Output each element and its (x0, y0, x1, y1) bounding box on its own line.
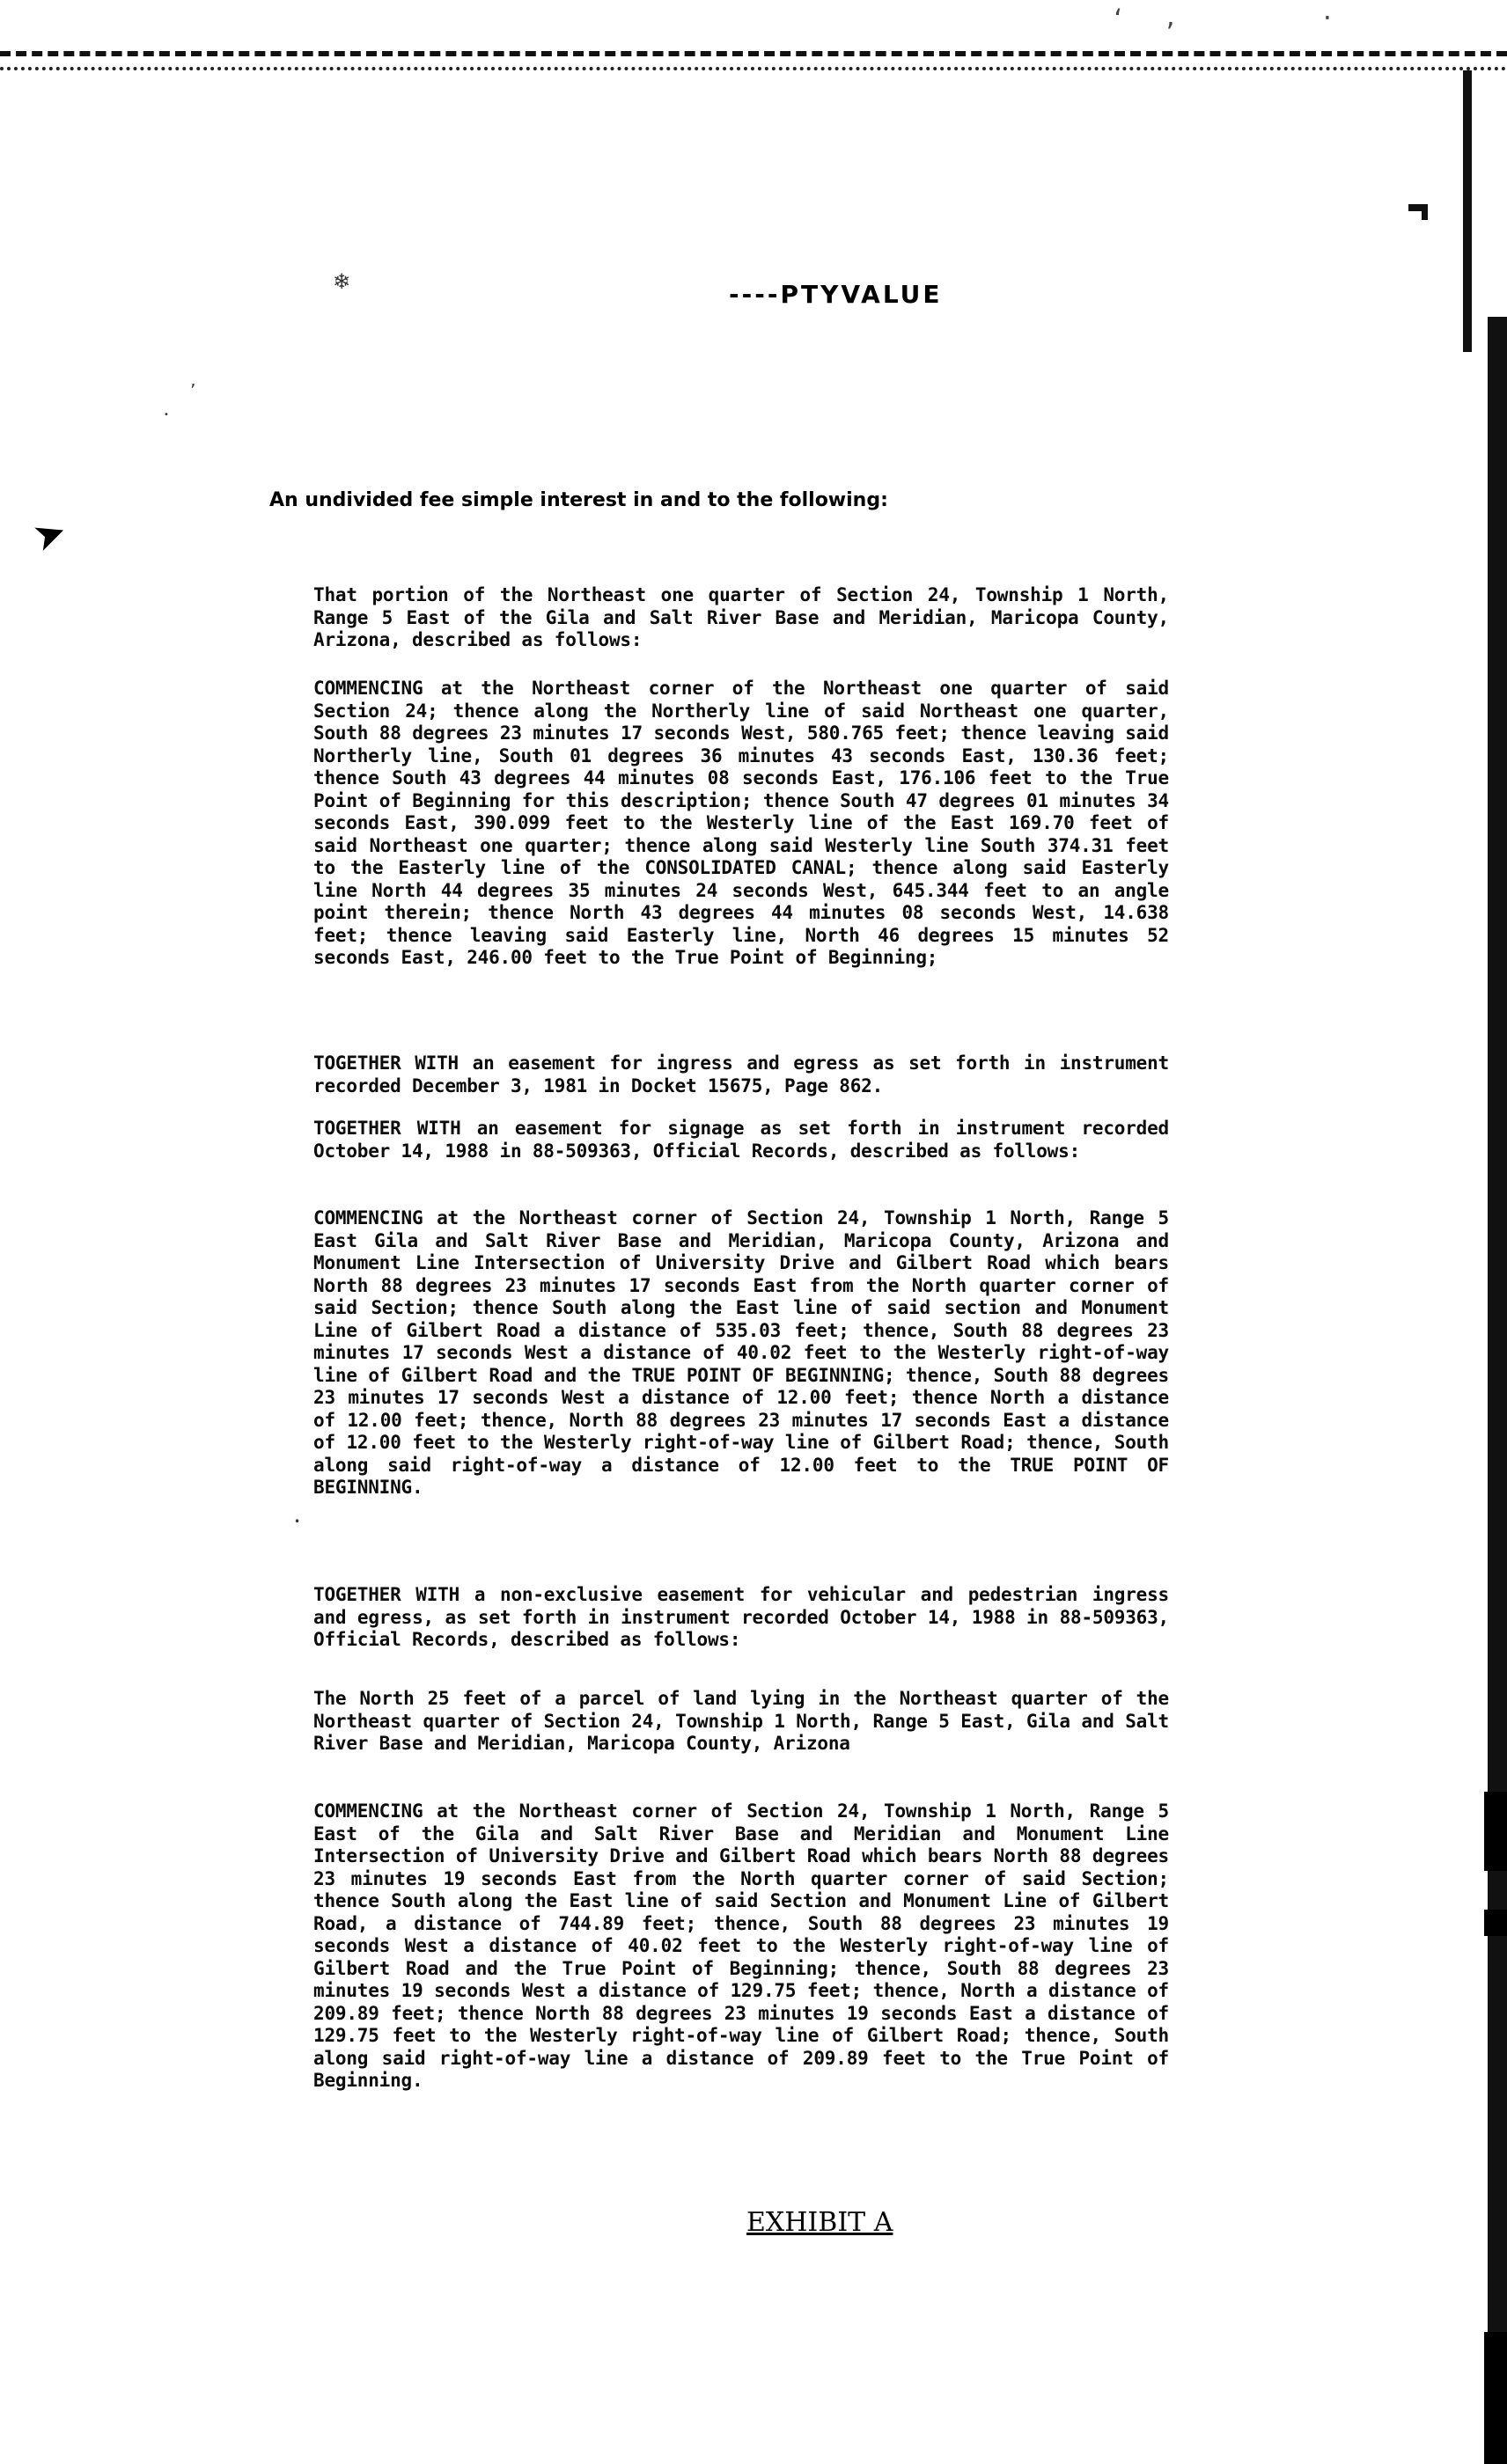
legal-description-paragraph: TOGETHER WITH an easement for signage as set forth in instrument recorded October 14, 1988 in 88-509363, Official Records, described as follows: (313, 1118, 1169, 1162)
exhibit-label: EXHIBIT A (746, 2207, 893, 2238)
legal-description-paragraph: COMMENCING at the Northeast corner of Section 24, Township 1 North, Range 5 East of the Gila and Salt River Base and Meridian and Monument Line Intersection of University Drive and Gilbert Road which bears North 88 degrees 23 minutes 19 seconds East from the North quarter corner of said Section; thence South along the East line of said Section and Monument Line of Gilbert Road, a distance of 744.89 feet; thence, South 88 degrees 23 minutes 19 seconds West a distance of 40.02 feet to the Westerly right-of-way line of Gilbert Road and the True Point of Beginning; thence, South 88 degrees 23 minutes 19 seconds West a distance of 129.75 feet; thence, North a distance of 209.89 feet; thence North 88 degrees 23 minutes 19 seconds East a distance of 129.75 feet to the Westerly right-of-way line of Gilbert Road; thence, South along said right-of-way line a distance of 209.89 feet to the True Point of Beginning. (313, 1800, 1169, 2091)
intro-line: An undivided fee simple interest in and to the following: (269, 489, 888, 511)
scan-smudge: ❄ (333, 269, 351, 294)
legal-description-paragraph: The North 25 feet of a parcel of land lying in the Northeast quarter of the Northeast quarter of Section 24, Township 1 North, Range 5 East, Gila and Salt River Base and Meridian, Maricopa County, Arizona (313, 1688, 1169, 1754)
scan-right-block (1484, 1910, 1507, 1936)
scan-smudge: ’ (190, 380, 196, 401)
scan-right-tick (1408, 204, 1428, 211)
scan-smudge: • (294, 1515, 301, 1528)
scan-mark: ‘ (1111, 5, 1125, 32)
scan-right-block (1484, 2332, 1507, 2464)
legal-description-paragraph: COMMENCING at the Northeast corner of Section 24, Township 1 North, Range 5 East Gila and Salt River Base and Meridian, Maricopa County, Arizona and Monument Line Intersection of University Drive and Gilbert Road which bears North 88 degrees 23 minutes 17 seconds East from the North quarter corner of said Section; thence South along the East line of said section and Monument Line of Gilbert Road a distance of 535.03 feet; thence, South 88 degrees 23 minutes 17 seconds West a distance of 40.02 feet to the Westerly right-of-way line of Gilbert Road and the TRUE POINT OF BEGINNING; thence, South 88 degrees 23 minutes 17 seconds West a distance of 12.00 feet; thence North a distance of 12.00 feet; thence, North 88 degrees 23 minutes 17 seconds East a distance of 12.00 feet to the Westerly right-of-way line of Gilbert Road; thence, South along said right-of-way a distance of 12.00 feet to the TRUE POINT OF BEGINNING. (313, 1207, 1169, 1498)
legal-description-paragraph: TOGETHER WITH a non-exclusive easement for vehicular and pedestrian ingress and egress, as set forth in instrument recorded October 14, 1988 in 88-509363, Official Records, described as follows: (313, 1584, 1169, 1650)
legal-description-paragraph: COMMENCING at the Northeast corner of the Northeast one quarter of said Section 24; thence along the Northerly line of said Northeast one quarter, South 88 degrees 23 minutes 17 seconds West, 580.765 feet; thence leaving said Northerly line, South 01 degrees 36 minutes 43 seconds East, 130.36 feet; thence South 43 degrees 44 minutes 08 seconds East, 176.106 feet to the True Point of Beginning for this description; thence South 47 degrees 01 minutes 34 seconds East, 390.099 feet to the Westerly line of the East 169.70 feet of said Northeast one quarter; thence along said Westerly line South 374.31 feet to the Easterly line of the CONSOLIDATED CANAL; thence along said Easterly line North 44 degrees 35 minutes 24 seconds West, 645.344 feet to an angle point therein; thence North 43 degrees 44 minutes 08 seconds West, 14.638 feet; thence leaving said Easterly line, North 46 degrees 15 minutes 52 seconds East, 246.00 feet to the True Point of Beginning; (313, 678, 1169, 968)
scan-mark: ⋅ (1320, 5, 1334, 32)
legal-description-paragraph: TOGETHER WITH an easement for ingress and egress as set forth in instrument recorded December 3, 1981 in Docket 15675, Page 862. (313, 1052, 1169, 1096)
scan-right-block (1484, 1792, 1507, 1871)
header-fragment: ----PTYVALUE (729, 280, 943, 309)
scan-mark: , (1164, 5, 1178, 32)
scan-top-border (0, 51, 1507, 70)
margin-arrow-mark: ➤ (26, 508, 73, 561)
scan-smudge: • (164, 410, 169, 420)
scan-right-edge (1488, 317, 1507, 2464)
scan-right-bar (1463, 70, 1472, 352)
legal-description-paragraph: That portion of the Northeast one quarter of Section 24, Township 1 North, Range 5 East of the Gila and Salt River Base and Meridian, Maricopa County, Arizona, described as follows: (313, 584, 1169, 650)
